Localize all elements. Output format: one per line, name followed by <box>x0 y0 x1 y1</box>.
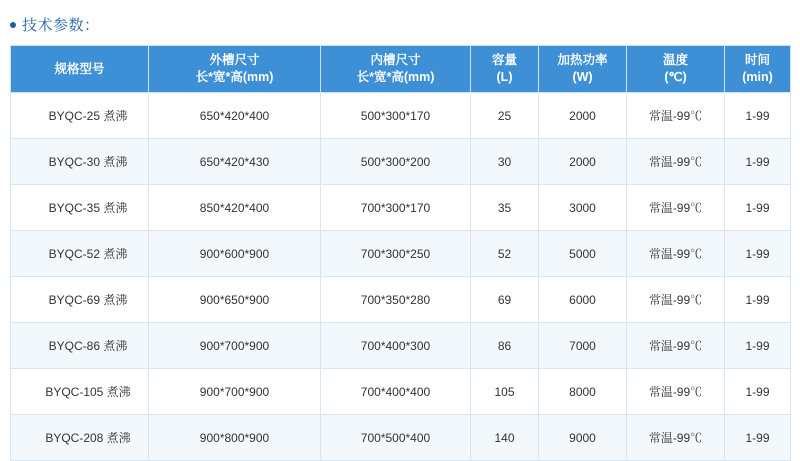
cell-capacity: 105 <box>471 369 539 415</box>
cell-inner-size: 500*300*170 <box>321 93 471 139</box>
column-header-time-sub: (min) <box>742 70 773 84</box>
column-header-outer-size <box>149 46 321 93</box>
cell-inner-size: 700*350*280 <box>321 277 471 323</box>
cell-model: BYQC-30 煮沸 <box>11 139 149 185</box>
cell-model: BYQC-86 煮沸 <box>11 323 149 369</box>
cell-inner-size: 700*400*400 <box>321 369 471 415</box>
cell-time: 1-99 <box>725 369 791 415</box>
cell-outer-size: 650*420*400 <box>149 93 321 139</box>
column-header-capacity-main: 容量 <box>491 53 517 68</box>
column-header-inner-size <box>321 46 471 93</box>
cell-temperature: 常温-99℃ <box>627 323 725 369</box>
column-header-inner-size-sub: 长*宽*高(mm) <box>356 70 435 84</box>
cell-outer-size: 900*650*900 <box>149 277 321 323</box>
table-body <box>11 93 791 461</box>
section-title-label: 技术参数： <box>22 17 100 34</box>
cell-time: 1-99 <box>725 323 791 369</box>
cell-power: 8000 <box>539 369 627 415</box>
cell-temperature: 常温-99℃ <box>627 139 725 185</box>
cell-time: 1-99 <box>725 231 791 277</box>
cell-temperature: 常温-99℃ <box>627 93 725 139</box>
column-header-model <box>11 46 149 93</box>
section-title <box>10 14 100 35</box>
cell-power: 5000 <box>539 231 627 277</box>
cell-outer-size: 850*420*400 <box>149 185 321 231</box>
cell-temperature: 常温-99℃ <box>627 369 725 415</box>
column-header-power <box>539 46 627 93</box>
column-header-power-sub: (W) <box>572 70 593 84</box>
cell-temperature: 常温-99℃ <box>627 185 725 231</box>
cell-model: BYQC-105 煮沸 <box>11 369 149 415</box>
cell-power: 2000 <box>539 139 627 185</box>
cell-model: BYQC-35 煮沸 <box>11 185 149 231</box>
cell-outer-size: 900*700*900 <box>149 369 321 415</box>
cell-power: 6000 <box>539 277 627 323</box>
cell-capacity: 25 <box>471 93 539 139</box>
cell-power: 9000 <box>539 415 627 461</box>
column-header-temperature-sub: (℃) <box>664 70 687 84</box>
table-row <box>11 231 791 277</box>
column-header-temperature-main: 温度 <box>662 53 688 68</box>
cell-temperature: 常温-99℃ <box>627 415 725 461</box>
cell-outer-size: 900*700*900 <box>149 323 321 369</box>
column-header-outer-size-main: 外槽尺寸 <box>209 53 260 68</box>
column-header-inner-size-main: 内槽尺寸 <box>370 53 421 68</box>
column-header-outer-size-sub: 长*宽*高(mm) <box>195 70 274 84</box>
cell-capacity: 35 <box>471 185 539 231</box>
cell-capacity: 69 <box>471 277 539 323</box>
cell-temperature: 常温-99℃ <box>627 231 725 277</box>
cell-capacity: 140 <box>471 415 539 461</box>
table-row <box>11 277 791 323</box>
cell-model: BYQC-208 煮沸 <box>11 415 149 461</box>
column-header-capacity <box>471 46 539 93</box>
table-row <box>11 369 791 415</box>
cell-model: BYQC-52 煮沸 <box>11 231 149 277</box>
cell-capacity: 86 <box>471 323 539 369</box>
table-row <box>11 323 791 369</box>
cell-power: 7000 <box>539 323 627 369</box>
cell-time: 1-99 <box>725 277 791 323</box>
cell-power: 2000 <box>539 93 627 139</box>
cell-model: BYQC-69 煮沸 <box>11 277 149 323</box>
column-header-time-main: 时间 <box>744 53 770 68</box>
cell-time: 1-99 <box>725 93 791 139</box>
cell-inner-size: 700*400*300 <box>321 323 471 369</box>
cell-time: 1-99 <box>725 139 791 185</box>
cell-model: BYQC-25 煮沸 <box>11 93 149 139</box>
cell-time: 1-99 <box>725 185 791 231</box>
cell-time: 1-99 <box>725 415 791 461</box>
cell-outer-size: 900*800*900 <box>149 415 321 461</box>
column-header-time <box>725 46 791 93</box>
table-header <box>11 46 791 93</box>
cell-outer-size: 650*420*430 <box>149 139 321 185</box>
cell-capacity: 52 <box>471 231 539 277</box>
cell-temperature: 常温-99℃ <box>627 277 725 323</box>
cell-inner-size: 500*300*200 <box>321 139 471 185</box>
column-header-temperature <box>627 46 725 93</box>
bullet-icon <box>10 22 16 28</box>
specification-table <box>10 45 791 461</box>
table-row <box>11 139 791 185</box>
table-row <box>11 93 791 139</box>
cell-capacity: 30 <box>471 139 539 185</box>
table-row <box>11 415 791 461</box>
cell-inner-size: 700*300*250 <box>321 231 471 277</box>
table-header-row <box>11 46 791 93</box>
column-header-power-main: 加热功率 <box>557 53 608 68</box>
table-row <box>11 185 791 231</box>
cell-inner-size: 700*500*400 <box>321 415 471 461</box>
cell-outer-size: 900*600*900 <box>149 231 321 277</box>
cell-inner-size: 700*300*170 <box>321 185 471 231</box>
cell-power: 3000 <box>539 185 627 231</box>
column-header-capacity-sub: (L) <box>496 70 513 84</box>
column-header-model-main: 规格型号 <box>54 61 105 76</box>
